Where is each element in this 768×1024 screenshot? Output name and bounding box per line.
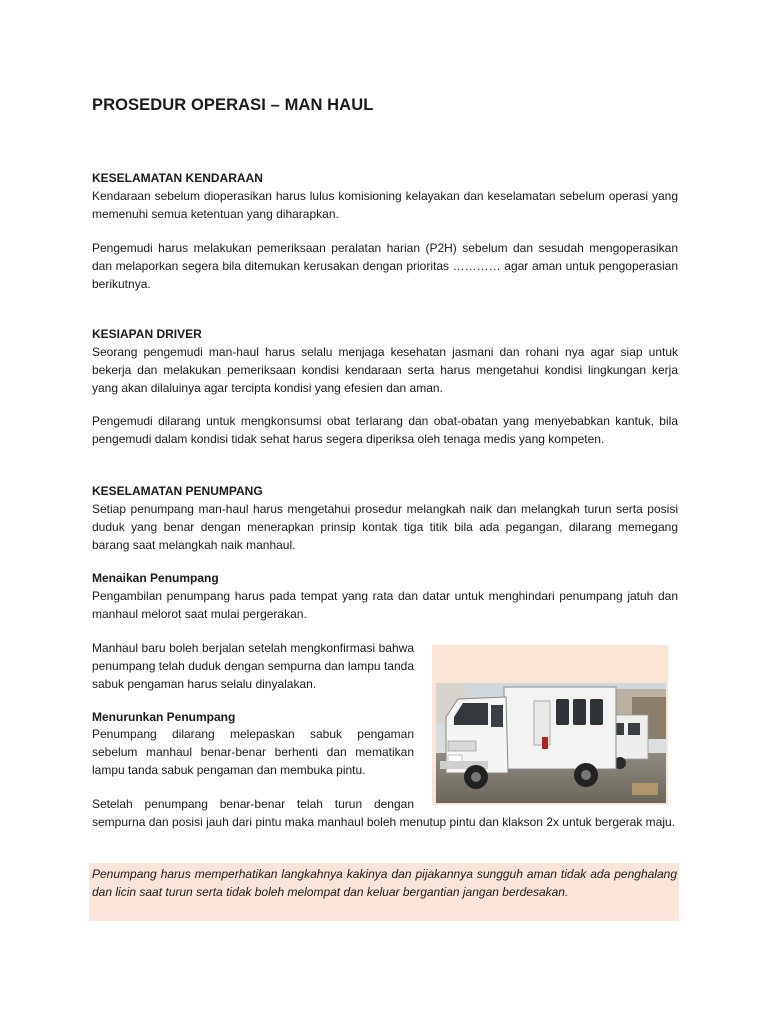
paragraph-kendaraan-2: Pengemudi harus melakukan pemeriksaan peralatan harian (P2H) sebelum dan sesudah mengoperasikan dan melaporkan segera bila ditemukan kerusakan dengan prioritas ………… agar aman untuk pengoperasian berikutnya. [92,241,678,291]
paragraph-driver-1: Seorang pengemudi man-haul harus selalu menjaga kesehatan jasmani dan rohani nya agar siap untuk bekerja dan melakukan pemeriksaan kondisi kendaraan serta harus mengetahui kondisi lingkungan kerja yang akan dilaluinya agar tercipta kondisi yang efesien dan aman. [92,345,678,395]
paragraph-menurunkan-1: Penumpang dilarang melepaskan sabuk pengaman sebelum manhaul benar-benar berhenti dan mematikan lampu tanda sabuk pengaman dan membuka pintu. [92,727,414,777]
paragraph-menaikan-2: Manhaul baru boleh berjalan setelah mengkonfirmasi bahwa penumpang telah duduk dengan sempurna dan lampu tanda sabuk pengaman harus selalu dinyalakan. [92,641,414,691]
subheading-menurunkan: Menurunkan Penumpang [92,710,236,724]
paragraph-penumpang-1: Setiap penumpang man-haul harus mengetahui prosedur melangkah naik dan melangkah turun serta posisi duduk yang benar dengan menerapkan prinsip kontak tiga titik bila ada pegangan, dilarang memegang barang saat melangkah naik manhaul. [92,502,678,552]
subheading-menaikan: Menaikan Penumpang [92,571,219,585]
section-heading-penumpang: KESELAMATAN PENUMPANG [92,484,263,498]
safety-notice-text: Penumpang harus memperhatikan langkahnya kakinya dan pijakannya sungguh aman tidak ada penghalang dan licin saat turun serta tidak boleh melompat dan keluar bergantian jangan berdesakan. [92,867,677,899]
paragraph-menurunkan-2b: sempurna dan posisi jauh dari pintu maka manhaul boleh menutup pintu dan klakson 2x untuk bergerak maju. [92,815,676,829]
paragraph-kendaraan-1: Kendaraan sebelum dioperasikan harus lulus komisioning kelayakan dan keselamatan sebelum operasi yang memenuhi semua ketentuan yang diharapkan. [92,189,678,221]
section-heading-kendaraan: KESELAMATAN KENDARAAN [92,171,263,185]
safety-notice-box [89,863,679,921]
paragraph-driver-2: Pengemudi dilarang untuk mengkonsumsi obat terlarang dan obat-obatan yang menyebabkan kantuk, bila pengemudi dalam kondisi tidak sehat harus segera diperiksa oleh tenaga medis yang kompeten. [92,414,678,446]
section-heading-driver: KESIAPAN DRIVER [92,327,202,341]
paragraph-menaikan-1: Pengambilan penumpang harus pada tempat yang rata dan datar untuk menghindari penumpang jatuh dan manhaul melorot saat mulai pergerakan. [92,589,678,621]
paragraph-menurunkan-2a: Setelah penumpang benar-benar telah turun dengan [92,797,414,811]
manhaul-truck-photo [436,683,666,803]
page-title: PROSEDUR OPERASI – MAN HAUL [92,96,374,114]
